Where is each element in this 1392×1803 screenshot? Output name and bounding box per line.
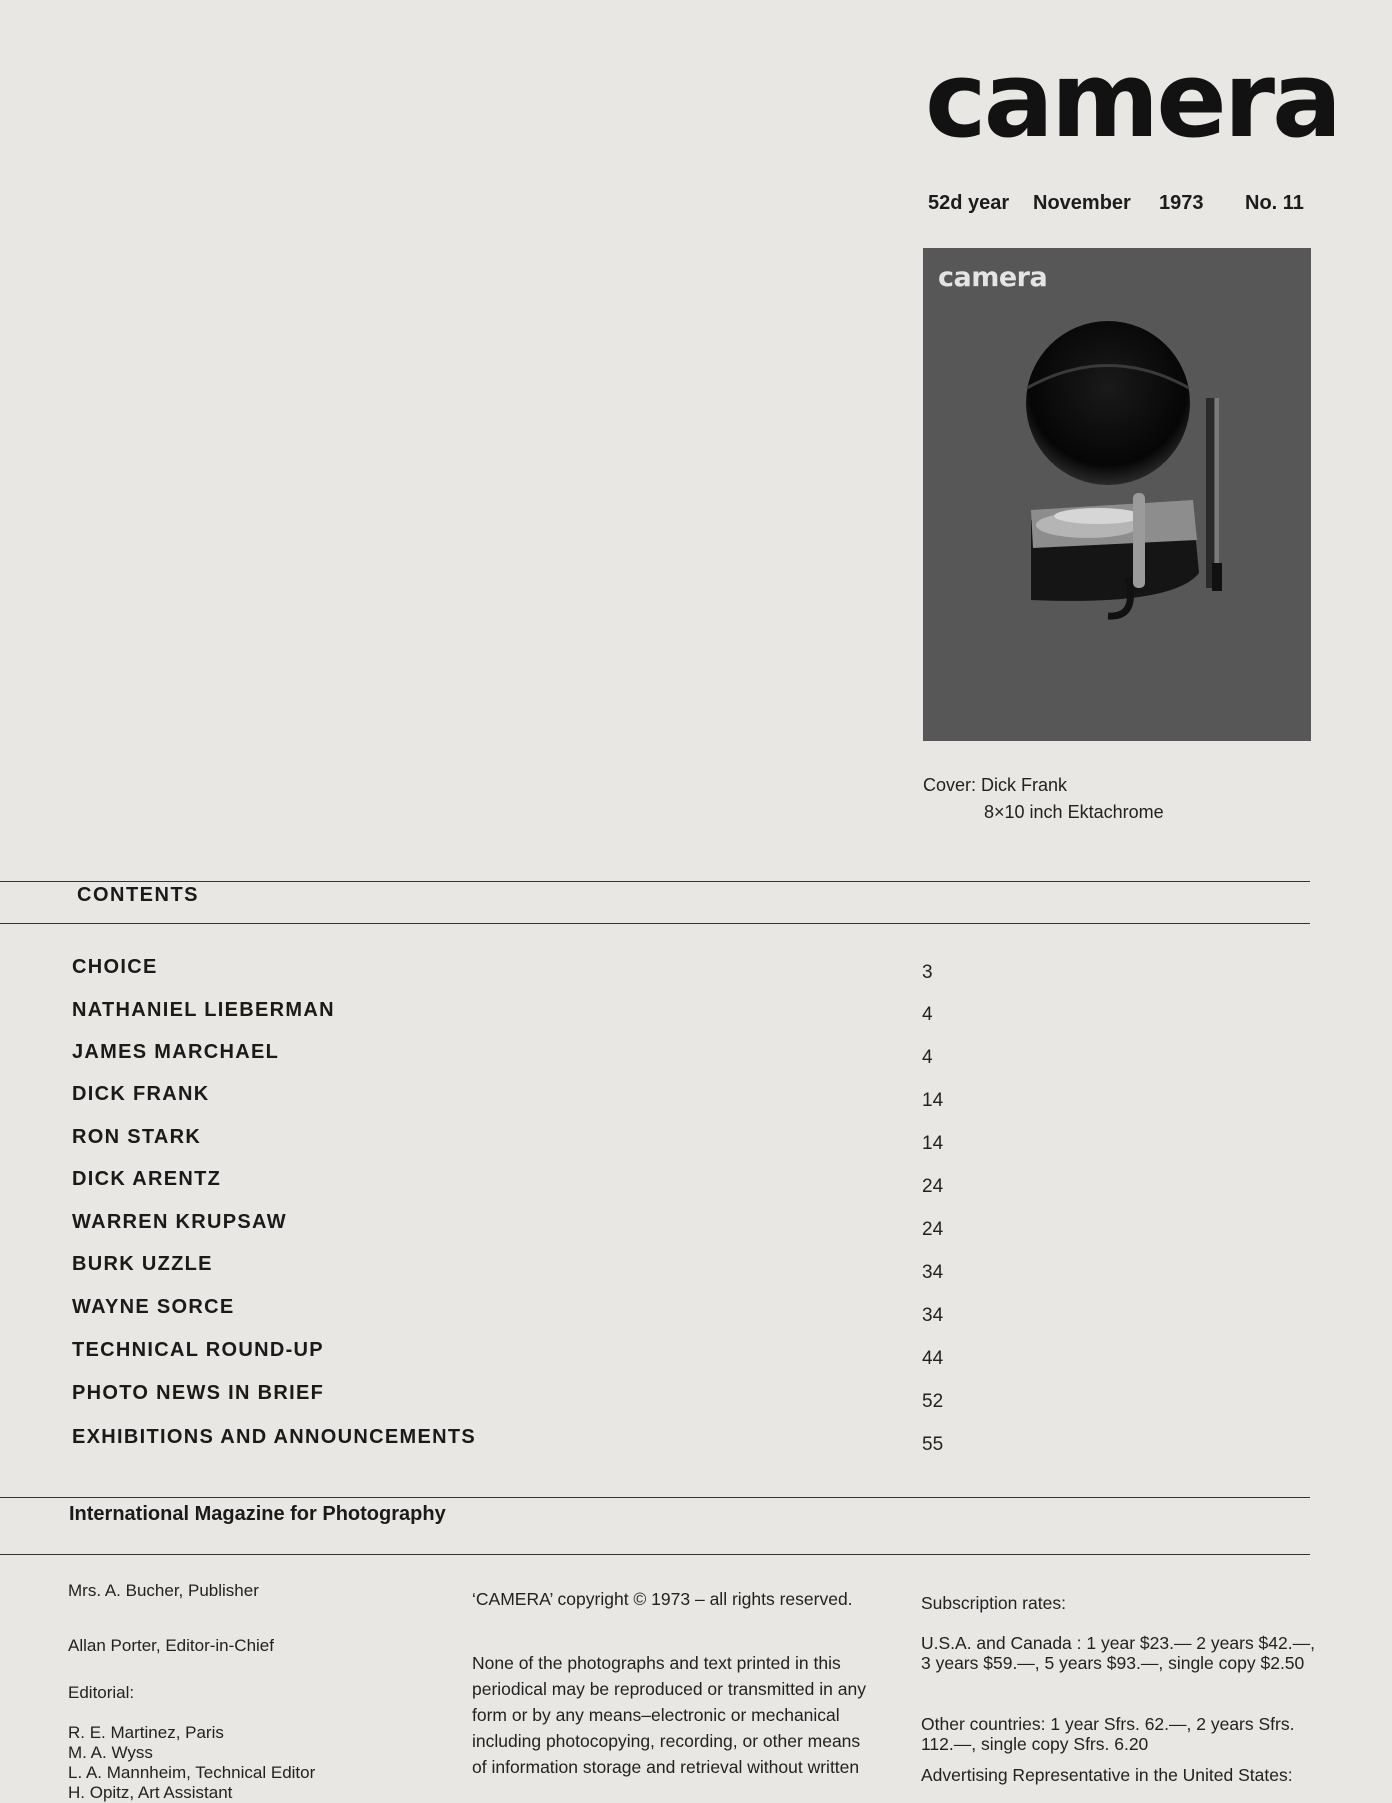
magazine-logo: camera bbox=[925, 39, 1340, 161]
divider bbox=[0, 1554, 1310, 1555]
toc-title: DICK FRANK bbox=[72, 1083, 210, 1105]
copyright-notice: ‘CAMERA’ copyright © 1973 – all rights reserved. bbox=[472, 1589, 853, 1609]
cover-photo bbox=[923, 248, 1311, 741]
toc-page: 3 bbox=[922, 962, 933, 983]
toc-page: 14 bbox=[922, 1133, 944, 1154]
editor-in-chief: Allan Porter, Editor-in-Chief bbox=[68, 1636, 274, 1655]
toc-title: WARREN KRUPSAW bbox=[72, 1211, 287, 1233]
toc-title: BURK UZZLE bbox=[72, 1253, 213, 1275]
cover-image bbox=[923, 248, 1311, 741]
editorial-staff: H. Opitz, Art Assistant bbox=[68, 1783, 233, 1802]
divider bbox=[0, 881, 1310, 882]
editorial-staff: M. A. Wyss bbox=[68, 1743, 153, 1762]
toc-page: 55 bbox=[922, 1434, 944, 1455]
rights-notice: None of the photographs and text printed in this periodical may be reproduced or transmitted in any form or by any means–electronic or mechanical including photocopying, recording, or other means of information storage and retrieval without written bbox=[472, 1653, 866, 1777]
toc-title: NATHANIEL LIEBERMAN bbox=[72, 999, 335, 1021]
toc-page: 14 bbox=[922, 1090, 944, 1111]
rates-other: Other countries: 1 year Sfrs. 62.—, 2 years Sfrs. 112.—, single copy Sfrs. 6.20 bbox=[921, 1714, 1295, 1754]
magazine-tagline: International Magazine for Photography bbox=[69, 1503, 446, 1525]
toc-title: CHOICE bbox=[72, 956, 158, 978]
divider bbox=[0, 923, 1310, 924]
toc-page: 4 bbox=[922, 1047, 933, 1068]
toc-page: 4 bbox=[922, 1004, 933, 1025]
divider bbox=[0, 1497, 1310, 1498]
advertising-representative: Advertising Representative in the United States: bbox=[921, 1765, 1293, 1785]
toc-page: 34 bbox=[922, 1305, 944, 1326]
cover-logo: camera bbox=[938, 262, 1048, 293]
toc-page: 44 bbox=[922, 1348, 944, 1369]
toc-title: TECHNICAL ROUND-UP bbox=[72, 1339, 324, 1361]
editorial-staff: L. A. Mannheim, Technical Editor bbox=[68, 1763, 316, 1782]
toc-title: PHOTO NEWS IN BRIEF bbox=[72, 1382, 325, 1404]
rates-us-canada: U.S.A. and Canada : 1 year $23.— 2 years $42.—, 3 years $59.—, 5 years $93.—, single copy $2.50 bbox=[921, 1633, 1315, 1673]
toc-title: EXHIBITIONS AND ANNOUNCEMENTS bbox=[72, 1426, 477, 1448]
publisher: Mrs. A. Bucher, Publisher bbox=[68, 1581, 259, 1600]
issue-month: November bbox=[1033, 192, 1131, 214]
issue-number: No. 11 bbox=[1245, 192, 1304, 214]
rates-heading: Subscription rates: bbox=[921, 1593, 1066, 1613]
toc-title: RON STARK bbox=[72, 1126, 202, 1148]
toc-title: WAYNE SORCE bbox=[72, 1296, 235, 1318]
editorial-staff: R. E. Martinez, Paris bbox=[68, 1723, 224, 1742]
toc-page: 24 bbox=[922, 1176, 944, 1197]
cover-caption bbox=[923, 772, 1164, 826]
contents-heading: CONTENTS bbox=[77, 884, 199, 906]
toc-title: JAMES MARCHAEL bbox=[72, 1041, 280, 1063]
issue-year: 52d year bbox=[928, 192, 1010, 214]
editorial-label: Editorial: bbox=[68, 1683, 135, 1702]
toc-title: DICK ARENTZ bbox=[72, 1168, 222, 1190]
toc-page: 52 bbox=[922, 1391, 944, 1412]
toc-page: 24 bbox=[922, 1219, 944, 1240]
issue-year-number: 1973 bbox=[1159, 192, 1204, 214]
toc-page: 34 bbox=[922, 1262, 944, 1283]
cover-medium: 8×10 inch Ektachrome bbox=[984, 802, 1164, 822]
cover-credit: Cover: Dick Frank bbox=[923, 775, 1068, 795]
